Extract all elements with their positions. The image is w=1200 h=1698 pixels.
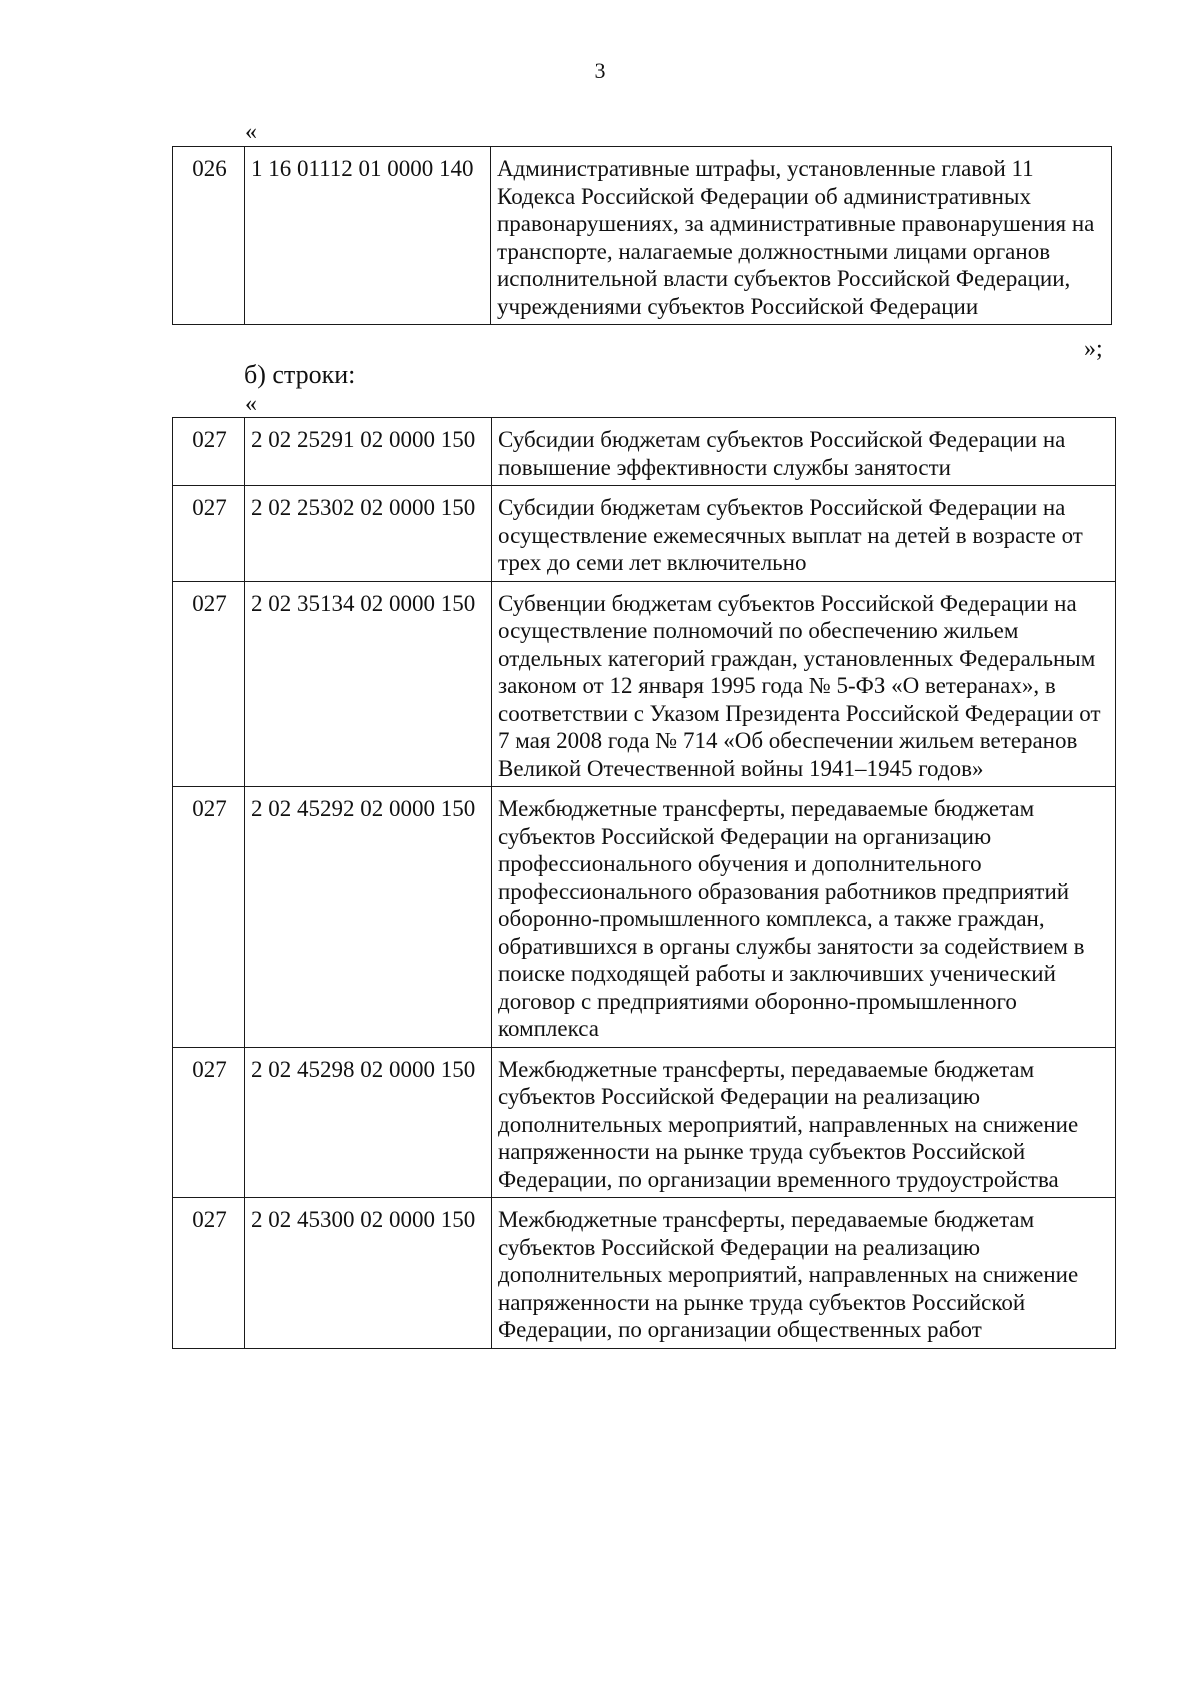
kbk-code-cell: 2 02 45300 02 0000 150 bbox=[245, 1198, 492, 1349]
admin-code-cell: 027 bbox=[173, 1198, 245, 1349]
admin-code-cell: 027 bbox=[173, 581, 245, 787]
revenue-codes-table-2 bbox=[172, 417, 1116, 1349]
table-row bbox=[173, 486, 1116, 582]
table-row bbox=[173, 418, 1116, 486]
table-row bbox=[173, 787, 1116, 1048]
description-cell: Межбюджетные трансферты, передаваемые бюджетам субъектов Российской Федерации на реализацию дополнительных мероприятий, направленных на снижение напряженности на рынке труда субъектов Российской Федерации, по организации временного трудоустройства bbox=[492, 1047, 1116, 1198]
section-label: б) строки: bbox=[244, 360, 356, 389]
page-number: 3 bbox=[594, 58, 606, 83]
kbk-code-cell: 2 02 25291 02 0000 150 bbox=[245, 418, 492, 486]
kbk-code-cell: 2 02 25302 02 0000 150 bbox=[245, 486, 492, 582]
opening-quote-1: « bbox=[245, 119, 257, 145]
admin-code-cell: 027 bbox=[173, 486, 245, 582]
kbk-code-cell: 1 16 01112 01 0000 140 bbox=[245, 147, 491, 325]
description-cell: Межбюджетные трансферты, передаваемые бюджетам субъектов Российской Федерации на реализацию дополнительных мероприятий, направленных на снижение напряженности на рынке труда субъектов Российской Федерации, по организации общественных работ bbox=[492, 1198, 1116, 1349]
table-row bbox=[173, 1198, 1116, 1349]
description-cell: Межбюджетные трансферты, передаваемые бюджетам субъектов Российской Федерации на организацию профессионального обучения и дополнительного профессионального образования работников предприятий оборонно-промышленного комплекса, а также граждан, обратившихся в органы службы занятости за содействием в поиске подходящей работы и заключивших ученический договор с предприятиями оборонно-промышленного комплекса bbox=[492, 787, 1116, 1048]
kbk-code-cell: 2 02 45292 02 0000 150 bbox=[245, 787, 492, 1048]
table-row bbox=[173, 581, 1116, 787]
description-cell: Субсидии бюджетам субъектов Российской Федерации на повышение эффективности службы занятости bbox=[492, 418, 1116, 486]
admin-code-cell: 027 bbox=[173, 418, 245, 486]
table-row bbox=[173, 147, 1112, 325]
admin-code-cell: 027 bbox=[173, 787, 245, 1048]
kbk-code-cell: 2 02 35134 02 0000 150 bbox=[245, 581, 492, 787]
description-cell: Административные штрафы, установленные главой 11 Кодекса Российской Федерации об административных правонарушениях, за административные правонарушения на транспорте, налагаемые должностными лицами органов исполнительной власти субъектов Российской Федерации, учреждениями субъектов Российской Федерации bbox=[491, 147, 1112, 325]
admin-code-cell: 027 bbox=[173, 1047, 245, 1198]
admin-code-cell: 026 bbox=[173, 147, 245, 325]
closing-quote: »; bbox=[1084, 336, 1103, 362]
table-row bbox=[173, 1047, 1116, 1198]
description-cell: Субвенции бюджетам субъектов Российской Федерации на осуществление полномочий по обеспечению жильем отдельных категорий граждан, установленных Федеральным законом от 12 января 1995 года № 5-ФЗ «О ветеранах», в соответствии с Указом Президента Российской Федерации от 7 мая 2008 года № 714 «Об обеспечении жильем ветеранов Великой Отечественной войны 1941–1945 годов» bbox=[492, 581, 1116, 787]
opening-quote-2: « bbox=[245, 391, 257, 417]
kbk-code-cell: 2 02 45298 02 0000 150 bbox=[245, 1047, 492, 1198]
description-cell: Субсидии бюджетам субъектов Российской Федерации на осуществление ежемесячных выплат на детей в возрасте от трех до семи лет включительно bbox=[492, 486, 1116, 582]
revenue-codes-table-1 bbox=[172, 146, 1112, 325]
